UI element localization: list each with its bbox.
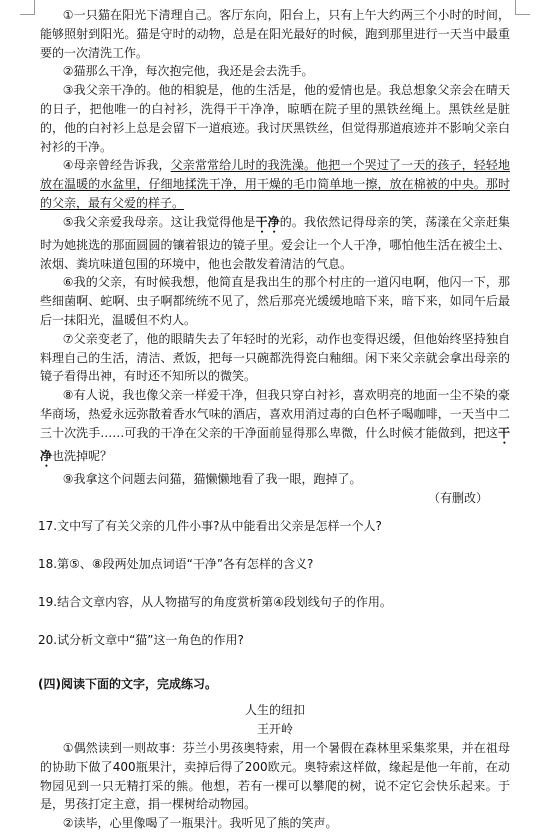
section-heading: (四)阅读下面的文字，完成练习。 [38, 676, 217, 691]
paragraph-6: ⑥我的父亲，有时候我想，他简直是我出生的那个村庄的一道闪电啊，他闪一下，那些细菌啊、蛇啊、虫子啊都统统不见了，然后那亮光缓缓地暗下来，暗下来，如同午后最后一抹阳光，温暖但不灼人。 [40, 275, 510, 327]
paragraph-8 [40, 386, 510, 470]
dotted-word-clean-2: 干净 [40, 425, 510, 463]
article-paragraph-2: ②读毕，心里像喝了一瓶果汁。我听见了熊的笑声。 [62, 816, 338, 831]
paragraph-5-part-a: ⑤我父亲爱我母亲。这让我觉得他是 [62, 214, 256, 229]
article-paragraph-1: ①偶然读到一则故事：芬兰小男孩奥特索，用一个暑假在森林里采集浆果，并在祖母的协助下做了400瓶果汁，卖掉后得了200欧元。奥特索这样做，缘起是他一年前，在动物园见到一只无精打采的熊。他想，若有一棵可以攀爬的树，说不定它会快乐起来。于是，男孩打定主意，捐一棵树给动物园。 [40, 740, 510, 812]
article-title: 人生的纽扣 [244, 703, 305, 718]
paragraph-4 [40, 156, 510, 212]
question-18: 18.第⑤、⑧段两处加点词语“干净”各有怎样的含义? [38, 557, 314, 572]
paragraph-5-part-b: 的。我依然记得母亲的笑，荡漾在父亲赶集时为她挑选的那面圆圆的镶着银边的镜子里。爱会让一个人干净，哪怕他生活在被尘土、浓烟、粪坑味道包围的环境中，他也会散发着清洁的气息。 [40, 214, 510, 271]
paragraph-8-part-a: ⑧有人说，我也像父亲一样爱干净，但我只穿白衬衫，喜欢明亮的地面一尘不染的豪华商场，热爱永远弥散着香水气味的酒店，喜欢用消过毒的白色杯子喝咖啡，一天当中二三十次洗手……可我的干净在父亲的干净面前显得那么卑微，什么时候才能做到，把这 [40, 388, 510, 440]
question-17: 17.文中写了有关父亲的几件小事?从中能看出父亲是怎样一个人? [38, 519, 382, 534]
paragraph-8-part-b: 也洗掉呢？ [52, 448, 113, 463]
crop-mark-top-left [20, 0, 35, 15]
underlined-sentence: 父亲常常给儿时的我洗澡。他把一个哭过了一天的孩子，轻轻地放在温暖的水盆里，仔细地揉洗干净，用干燥的毛巾简单地一擦，放在棉被的中央。那时的父亲，最有父爱的样子。 [40, 158, 510, 210]
dotted-word-clean-1: 干净 [255, 214, 280, 229]
source-note: （有删改） [427, 490, 488, 505]
paragraph-4-prefix: ④母亲曾经告诉我， [62, 158, 171, 173]
paragraph-5 [40, 213, 510, 274]
article-author: 王开岭 [256, 722, 293, 737]
paragraph-7: ⑦父亲变老了，他的眼睛失去了年轻时的光彩，动作也变得迟缓，但他始终坚持独自料理自己的生活，清洁、煮饭，把每一只碗都洗得瓷白釉细。闲下来父亲就会拿出母亲的镜子看得出神，有时还不知所以的微笑。 [40, 331, 510, 384]
paragraph-3: ③我父亲干净的。他的相貌是，他的生活是，他的爱情也是。我总想象父亲会在晴天的日子，把他唯一的白衬衫，洗得干干净净，晾晒在院子里的黑铁丝绳上。黑铁丝是脏的，他的白衬衫上总是会留下一道痕迹。我讨厌黑铁丝，但觉得那道痕迹并不影响父亲白衬衫的干净。 [40, 83, 510, 154]
paragraph-2: ②猫那么干净，每次抱完他，我还是会去洗手。 [62, 64, 314, 79]
question-19: 19.结合文章内容，从人物描写的角度赏析第④段划线句子的作用。 [38, 594, 392, 609]
document-body [40, 6, 510, 833]
paragraph-9: ⑨我拿这个问题去问猫，猫懒懒地看了我一眼，跑掉了。 [62, 471, 362, 486]
crop-mark-top-right [515, 0, 530, 15]
question-20: 20.试分析文章中“猫”这一角色的作用? [38, 632, 244, 647]
paragraph-1: ①一只猫在阳光下清理自己。客厅东向，阳台上，只有上午大约两三个小时的时间，能够照射到阳光。猫是守时的动物，总是在阳光最好的时候，跑到那里进行一天当中最重要的一次清洗工作。 [40, 8, 510, 60]
